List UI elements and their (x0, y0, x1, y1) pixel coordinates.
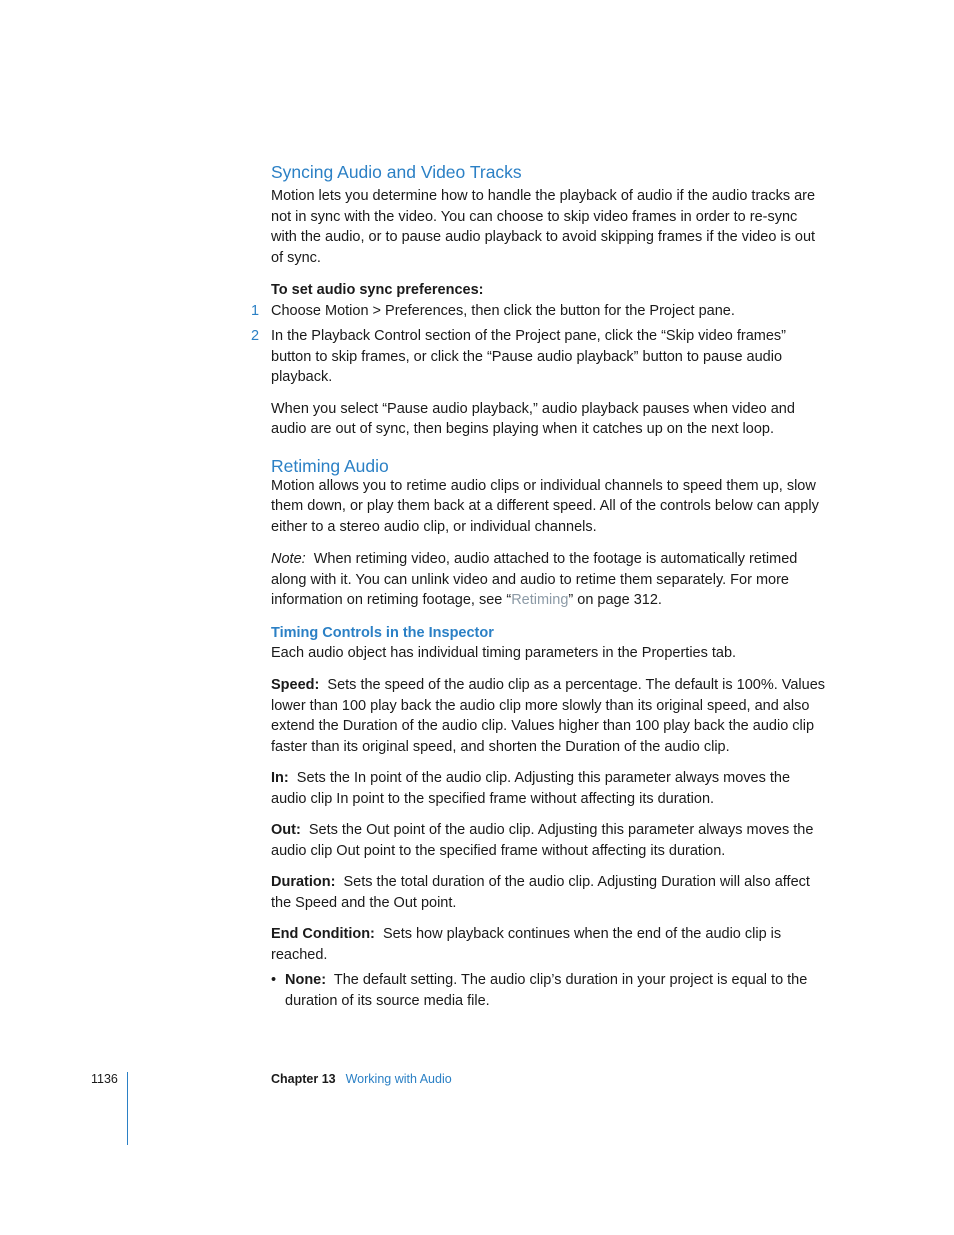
param-duration (271, 872, 827, 913)
note-text-after: ” on page 312. (568, 592, 662, 608)
bullet-dot: • (271, 972, 277, 988)
page-number: 1136 (91, 1072, 118, 1086)
note-paragraph (271, 549, 827, 611)
param-text: Sets the speed of the audio clip as a percentage. The default is 100%. Values lower than 100 play back the audio clip more slowly than its original speed, and also extend the Duration of the audio clip. Values higher than 100 play back the audio clip faster than its original speed, and shorten the Duration of the audio clip. (271, 677, 826, 755)
note-text-before: When retiming video, audio attached to the footage is automatically retimed along with it. You can unlink video and audio to retime them separately. For more information on retiming footage, see “ (271, 551, 798, 608)
param-text: Sets how playback continues when the end of the audio clip is reached. (271, 926, 782, 963)
param-text: Sets the total duration of the audio clip. Adjusting Duration will also affect the Speed and the Out point. (271, 874, 810, 911)
step-item-1 (251, 301, 827, 322)
footer-divider (127, 1072, 128, 1145)
page-content (251, 160, 827, 1011)
footer-chapter (271, 1072, 452, 1086)
chapter-label: Chapter 13 (271, 1072, 336, 1086)
section-heading-syncing: Syncing Audio and Video Tracks (271, 162, 522, 182)
retiming-intro-paragraph: Motion allows you to retime audio clips or individual channels to speed them up, slow them down, or play them back at a different speed. All of the controls below can apply either to a stereo audio clip, or individual channels. (271, 477, 819, 535)
after-steps-paragraph: When you select “Pause audio playback,” audio playback pauses when video and audio are out of sync, then begins playing when it catches up on the next loop. (271, 400, 795, 437)
param-end-condition (271, 924, 827, 965)
param-label: In: (271, 770, 289, 786)
chapter-title-link[interactable]: Working with Audio (345, 1072, 452, 1086)
param-label: End Condition: (271, 926, 375, 942)
bullet-label: None: (285, 972, 327, 988)
bullet-item-none (271, 970, 827, 1011)
note-label: Note: (271, 551, 306, 567)
param-text: Sets the In point of the audio clip. Adjusting this parameter always moves the audio clip In point to the specified frame without affecting its duration. (271, 770, 791, 807)
retiming-link[interactable]: Retiming (511, 592, 569, 608)
param-label: Duration: (271, 874, 336, 890)
timing-controls-intro: Each audio object has individual timing parameters in the Properties tab. (271, 644, 737, 661)
param-speed (271, 675, 827, 757)
param-out (271, 820, 827, 861)
step-number: 1 (251, 302, 260, 319)
param-text: Sets the Out point of the audio clip. Adjusting this parameter always moves the audio clip Out point to the specified frame without affecting its duration. (271, 822, 814, 859)
subsection-heading-timing-controls: Timing Controls in the Inspector (271, 624, 494, 641)
task-title: To set audio sync preferences: (271, 282, 484, 298)
step-text: Choose Motion > Preferences, then click the button for the Project pane. (271, 302, 735, 319)
step-number: 2 (251, 328, 260, 344)
section-heading-retiming: Retiming Audio (271, 455, 389, 476)
param-label: Speed: (271, 677, 320, 693)
bullet-text: The default setting. The audio clip’s duration in your project is equal to the duration of its source media file. (285, 972, 808, 1009)
param-in (271, 768, 827, 809)
steps-list (251, 301, 827, 388)
step-item-2 (251, 326, 827, 388)
param-label: Out: (271, 822, 301, 838)
step-text: In the Playback Control section of the Project pane, click the “Skip video frames” button to skip frames, or click the “Pause audio playback” button to pause audio playback. (271, 328, 786, 385)
syncing-intro-paragraph: Motion lets you determine how to handle the playback of audio if the audio tracks are not in sync with the video. You can choose to skip video frames in order to re-sync with the audio, or to pause audio playback to avoid skipping frames if the video is out of sync. (271, 188, 816, 266)
